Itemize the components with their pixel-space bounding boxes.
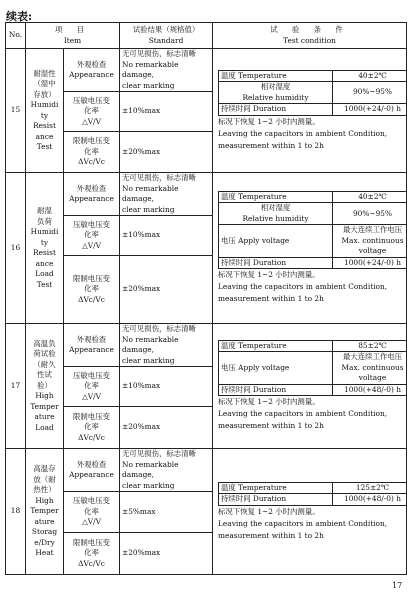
test-item-line: Resist [33, 121, 56, 130]
condition-row [219, 384, 407, 396]
header-condition [213, 23, 407, 49]
test-item [26, 173, 64, 324]
test-item-line: ature [34, 412, 55, 422]
condition-label [219, 340, 333, 352]
condition-note [218, 116, 404, 152]
standard-line: 无可见损伤，标志清晰 [122, 324, 196, 333]
condition-label-line: 温度 Temperature [221, 70, 287, 80]
condition-row [219, 340, 407, 352]
condition-value-line: 85±2℃ [358, 340, 387, 350]
condition-note-line: Leaving the capacitors in ambient Condition, [218, 128, 388, 138]
sub-item-line: 限制电压变 [73, 537, 110, 547]
test-item-line: 荷试验 [33, 349, 56, 359]
condition-value-line: 40±2℃ [358, 191, 387, 201]
condition-table [218, 191, 407, 270]
test-item-line: （湿中 [33, 79, 56, 88]
sub-item [64, 407, 120, 449]
header-item-en: Item [63, 35, 82, 45]
sub-item [64, 492, 120, 533]
condition-row [219, 482, 407, 494]
header-item-zh: 项 目 [54, 25, 91, 34]
condition-value-line: Max. continuous [341, 235, 404, 245]
condition-label-line: 电压 Apply voltage [221, 235, 290, 245]
test-item-line: 耐湿 [37, 206, 52, 215]
standard-cell [120, 216, 213, 256]
condition-note-line: 标况下恢复 1~2 小时内测量。 [218, 116, 320, 126]
condition-value-line: 90%~95% [352, 87, 393, 97]
standard-line: ±20%max [122, 548, 161, 558]
header-item [26, 23, 120, 49]
test-item-line: Humidi [30, 227, 59, 236]
condition-label [219, 257, 333, 269]
condition-row [219, 494, 407, 506]
standard-line: ±10%max [122, 381, 161, 391]
condition-table [218, 70, 407, 116]
condition-value [333, 104, 407, 116]
sub-item-line: 外观检查 [76, 59, 107, 69]
condition-value-line: Max. continuous [341, 362, 404, 372]
condition-cell [213, 449, 407, 575]
test-item-line: 高温存 [33, 464, 56, 474]
sub-item-line: Appearance [69, 70, 114, 79]
test-item [26, 449, 64, 575]
condition-label-line: 电压 Apply voltage [221, 362, 290, 372]
condition-label-line: 温度 Temperature [221, 482, 287, 492]
standard-line: ±10%max [122, 230, 161, 240]
sub-item-line: 限制电压变 [73, 411, 110, 421]
condition-row [219, 257, 407, 269]
sub-item-line: 外观检查 [76, 334, 107, 344]
test-item-line: High [35, 391, 54, 401]
test-item-line: ance [35, 258, 54, 268]
sub-item [64, 533, 120, 575]
sub-item-line: ΔVc/Vc [78, 157, 105, 167]
standard-line: No remarkable damage, [122, 334, 179, 354]
standard-line: 无可见损伤，标志清晰 [122, 449, 196, 458]
condition-label-line: Relative humidity [242, 213, 309, 223]
condition-label [219, 70, 333, 82]
sub-item-line: 压敏电压变 [73, 95, 110, 105]
table-row [6, 173, 407, 216]
header-standard-en: Standard [148, 35, 184, 45]
condition-value-line: 最大连续工作电压 [342, 225, 403, 235]
test-item-line: Load [35, 422, 54, 432]
test-item-line: ance [35, 131, 54, 141]
test-item-line: Heat [35, 548, 54, 558]
standard-line: clear marking [122, 80, 175, 90]
standard-cell [120, 449, 213, 492]
condition-value [333, 352, 407, 385]
condition-note [218, 396, 404, 432]
sub-item [64, 173, 120, 216]
sub-item [64, 449, 120, 492]
condition-value [333, 191, 407, 203]
page-number: 17 [392, 581, 403, 590]
condition-row [219, 191, 407, 203]
test-item [26, 49, 64, 173]
condition-value-line: 1000(+24/-0) h [344, 257, 401, 267]
test-item-line: Temper [30, 401, 59, 411]
condition-value [333, 225, 407, 258]
standard-line: No remarkable damage, [122, 459, 179, 479]
sub-item-line: ΔVc/Vc [78, 294, 105, 304]
standard-line: 无可见损伤，标志清晰 [122, 173, 196, 182]
test-item-line: 热性） [33, 485, 56, 495]
condition-value [333, 482, 407, 494]
condition-cell [213, 324, 407, 449]
condition-value-line: 1000(+48/-0) h [344, 494, 401, 503]
table-row [6, 49, 407, 92]
standard-line: No remarkable damage, [122, 183, 179, 203]
header-no [6, 23, 26, 49]
condition-label-line: 持续时间 Duration [221, 104, 287, 113]
sub-item-line: 限制电压变 [73, 273, 110, 283]
continuation-label: 续表: [6, 10, 33, 23]
standard-cell [120, 173, 213, 216]
condition-label-line: 温度 Temperature [221, 340, 287, 350]
condition-table [218, 340, 407, 397]
standard-line: ±10%max [122, 106, 161, 116]
condition-label-line: 相对湿度 [260, 203, 291, 213]
sub-item-line: 限制电压变 [73, 136, 110, 146]
test-item-line: Test [36, 279, 53, 289]
test-item-line: Temper [30, 506, 59, 516]
condition-value [333, 70, 407, 82]
sub-item [64, 216, 120, 256]
condition-note [218, 269, 404, 305]
condition-value-line: 1000(+24/-0) h [344, 104, 401, 113]
header-condition-en: Test condition [283, 35, 336, 45]
test-item-line: High [35, 495, 54, 505]
standard-cell [120, 92, 213, 132]
condition-value-line: 最大连续工作电压 [342, 352, 403, 362]
condition-label-line: Relative humidity [242, 92, 309, 102]
condition-note-line: 标况下恢复 1~2 小时内测量。 [218, 397, 320, 407]
condition-note-line: Leaving the capacitors in ambient Condition, [218, 518, 388, 528]
condition-label [219, 203, 333, 225]
table-row [6, 449, 407, 492]
condition-row [219, 82, 407, 104]
condition-cell [213, 49, 407, 173]
sub-item-line: 化率 [84, 106, 99, 116]
row-number: 17 [6, 324, 26, 449]
test-item-line: Load [35, 269, 54, 278]
test-item-line: 负荷 [37, 216, 52, 226]
sub-item [64, 92, 120, 132]
condition-label [219, 104, 333, 116]
test-item-line: Resist [33, 248, 56, 257]
condition-row [219, 203, 407, 225]
sub-item-line: △V/V [82, 240, 101, 250]
standard-cell [120, 533, 213, 575]
sub-item-line: 压敏电压变 [73, 496, 110, 506]
sub-item [64, 49, 120, 92]
standard-cell [120, 49, 213, 92]
condition-note-line: measurement within 1 to 2h [218, 294, 324, 304]
standard-cell [120, 324, 213, 367]
test-item-line: Storag [31, 527, 58, 537]
sub-item [64, 132, 120, 173]
standard-line: No remarkable damage, [122, 59, 179, 79]
sub-item-line: ΔVc/Vc [78, 432, 105, 442]
condition-value [333, 494, 407, 506]
test-table [5, 22, 407, 575]
condition-row [219, 352, 407, 385]
condition-value-line: voltage [358, 246, 387, 256]
condition-label [219, 82, 333, 104]
test-item-line: （耐久 [33, 359, 56, 369]
condition-label-line: 相对湿度 [260, 82, 291, 91]
row-number: 18 [6, 449, 26, 575]
condition-value-line: 90%~95% [352, 208, 393, 218]
standard-cell [120, 367, 213, 407]
sub-item [64, 256, 120, 324]
sub-item-line: Appearance [69, 345, 114, 354]
condition-label [219, 191, 333, 203]
condition-value-line: voltage [358, 373, 387, 383]
condition-value [333, 203, 407, 225]
standard-line: ±20%max [122, 422, 161, 432]
header-standard-zh: 试验结果（规格值） [132, 25, 200, 34]
condition-value-line: 40±2℃ [358, 70, 387, 80]
sub-item-line: 化率 [84, 381, 99, 391]
condition-label-line: 持续时间 Duration [221, 494, 287, 503]
condition-label [219, 494, 333, 506]
condition-value [333, 340, 407, 352]
sub-item [64, 367, 120, 407]
condition-note-line: measurement within 1 to 2h [218, 530, 324, 540]
condition-value-line: 125±2℃ [355, 482, 390, 492]
condition-label-line: 持续时间 Duration [221, 384, 287, 394]
sub-item-line: 压敏电压变 [73, 219, 110, 229]
sub-item-line: 外观检查 [76, 183, 107, 193]
sub-item-line: △V/V [82, 391, 101, 401]
test-item-line: 性试 [37, 370, 52, 380]
standard-cell [120, 256, 213, 324]
standard-cell [120, 132, 213, 173]
test-item-line: ature [34, 516, 55, 526]
header-standard [120, 23, 213, 49]
condition-note-line: 标况下恢复 1~2 小时内测量。 [218, 270, 320, 280]
condition-label [219, 482, 333, 494]
condition-label [219, 384, 333, 396]
sub-item-line: 化率 [84, 230, 99, 240]
condition-value [333, 82, 407, 104]
standard-line: ±20%max [122, 284, 161, 294]
row-number: 15 [6, 49, 26, 173]
sub-item-line: 外观检查 [76, 459, 107, 469]
condition-note-line: measurement within 1 to 2h [218, 421, 324, 431]
sub-item-line: ΔVc/Vc [78, 558, 105, 568]
standard-line: ±5%max [122, 506, 156, 516]
condition-row [219, 104, 407, 116]
standard-line: ±20%max [122, 146, 161, 156]
standard-line: clear marking [122, 355, 175, 365]
standard-cell [120, 407, 213, 449]
test-item-line: Test [36, 142, 53, 151]
test-item-line: e/Dry [34, 537, 55, 547]
header-condition-zh: 试 验 条 件 [270, 25, 349, 34]
standard-line: clear marking [122, 204, 175, 214]
test-item-line: Humidi [30, 100, 59, 109]
sub-item-line: 压敏电压变 [73, 370, 110, 380]
table-row [6, 324, 407, 367]
condition-label [219, 352, 333, 385]
condition-label-line: 温度 Temperature [221, 191, 287, 201]
test-item [26, 324, 64, 449]
test-item-line: 高温负 [33, 338, 56, 348]
sub-item-line: 化率 [84, 146, 99, 156]
sub-item [64, 324, 120, 367]
standard-line: clear marking [122, 480, 175, 490]
condition-note [218, 506, 404, 542]
sub-item-line: 化率 [84, 506, 99, 516]
test-item-line: ty [40, 237, 49, 247]
sub-item-line: △V/V [82, 517, 101, 527]
condition-cell [213, 173, 407, 324]
condition-label [219, 225, 333, 258]
sub-item-line: Appearance [69, 470, 114, 479]
header-no-text: No. [8, 30, 23, 40]
test-item-line: 耐湿性 [33, 68, 56, 78]
test-item-line: 放（耐 [33, 474, 56, 484]
condition-row [219, 225, 407, 258]
sub-item-line: △V/V [82, 116, 101, 126]
condition-row [219, 70, 407, 82]
sub-item-line: 化率 [84, 548, 99, 558]
test-item-line: 存放） [33, 89, 56, 99]
test-item-line: 验） [37, 380, 52, 390]
condition-value-line: 1000(+48/-0) h [344, 384, 401, 394]
row-number: 16 [6, 173, 26, 324]
condition-value [333, 384, 407, 396]
header-row [6, 23, 407, 49]
condition-note-line: measurement within 1 to 2h [218, 140, 324, 150]
condition-note-line: Leaving the capacitors in ambient Condition, [218, 409, 388, 419]
sub-item-line: 化率 [84, 422, 99, 432]
condition-label-line: 持续时间 Duration [221, 257, 287, 267]
condition-value [333, 257, 407, 269]
sub-item-line: 化率 [84, 284, 99, 294]
test-item-line: ty [40, 110, 49, 120]
sub-item-line: Appearance [69, 194, 114, 203]
condition-note-line: 标况下恢复 1~2 小时内测量。 [218, 506, 320, 516]
condition-note-line: Leaving the capacitors in ambient Condition, [218, 282, 388, 292]
standard-cell [120, 492, 213, 533]
standard-line: 无可见损伤，标志清晰 [122, 49, 196, 58]
condition-table [218, 482, 407, 506]
